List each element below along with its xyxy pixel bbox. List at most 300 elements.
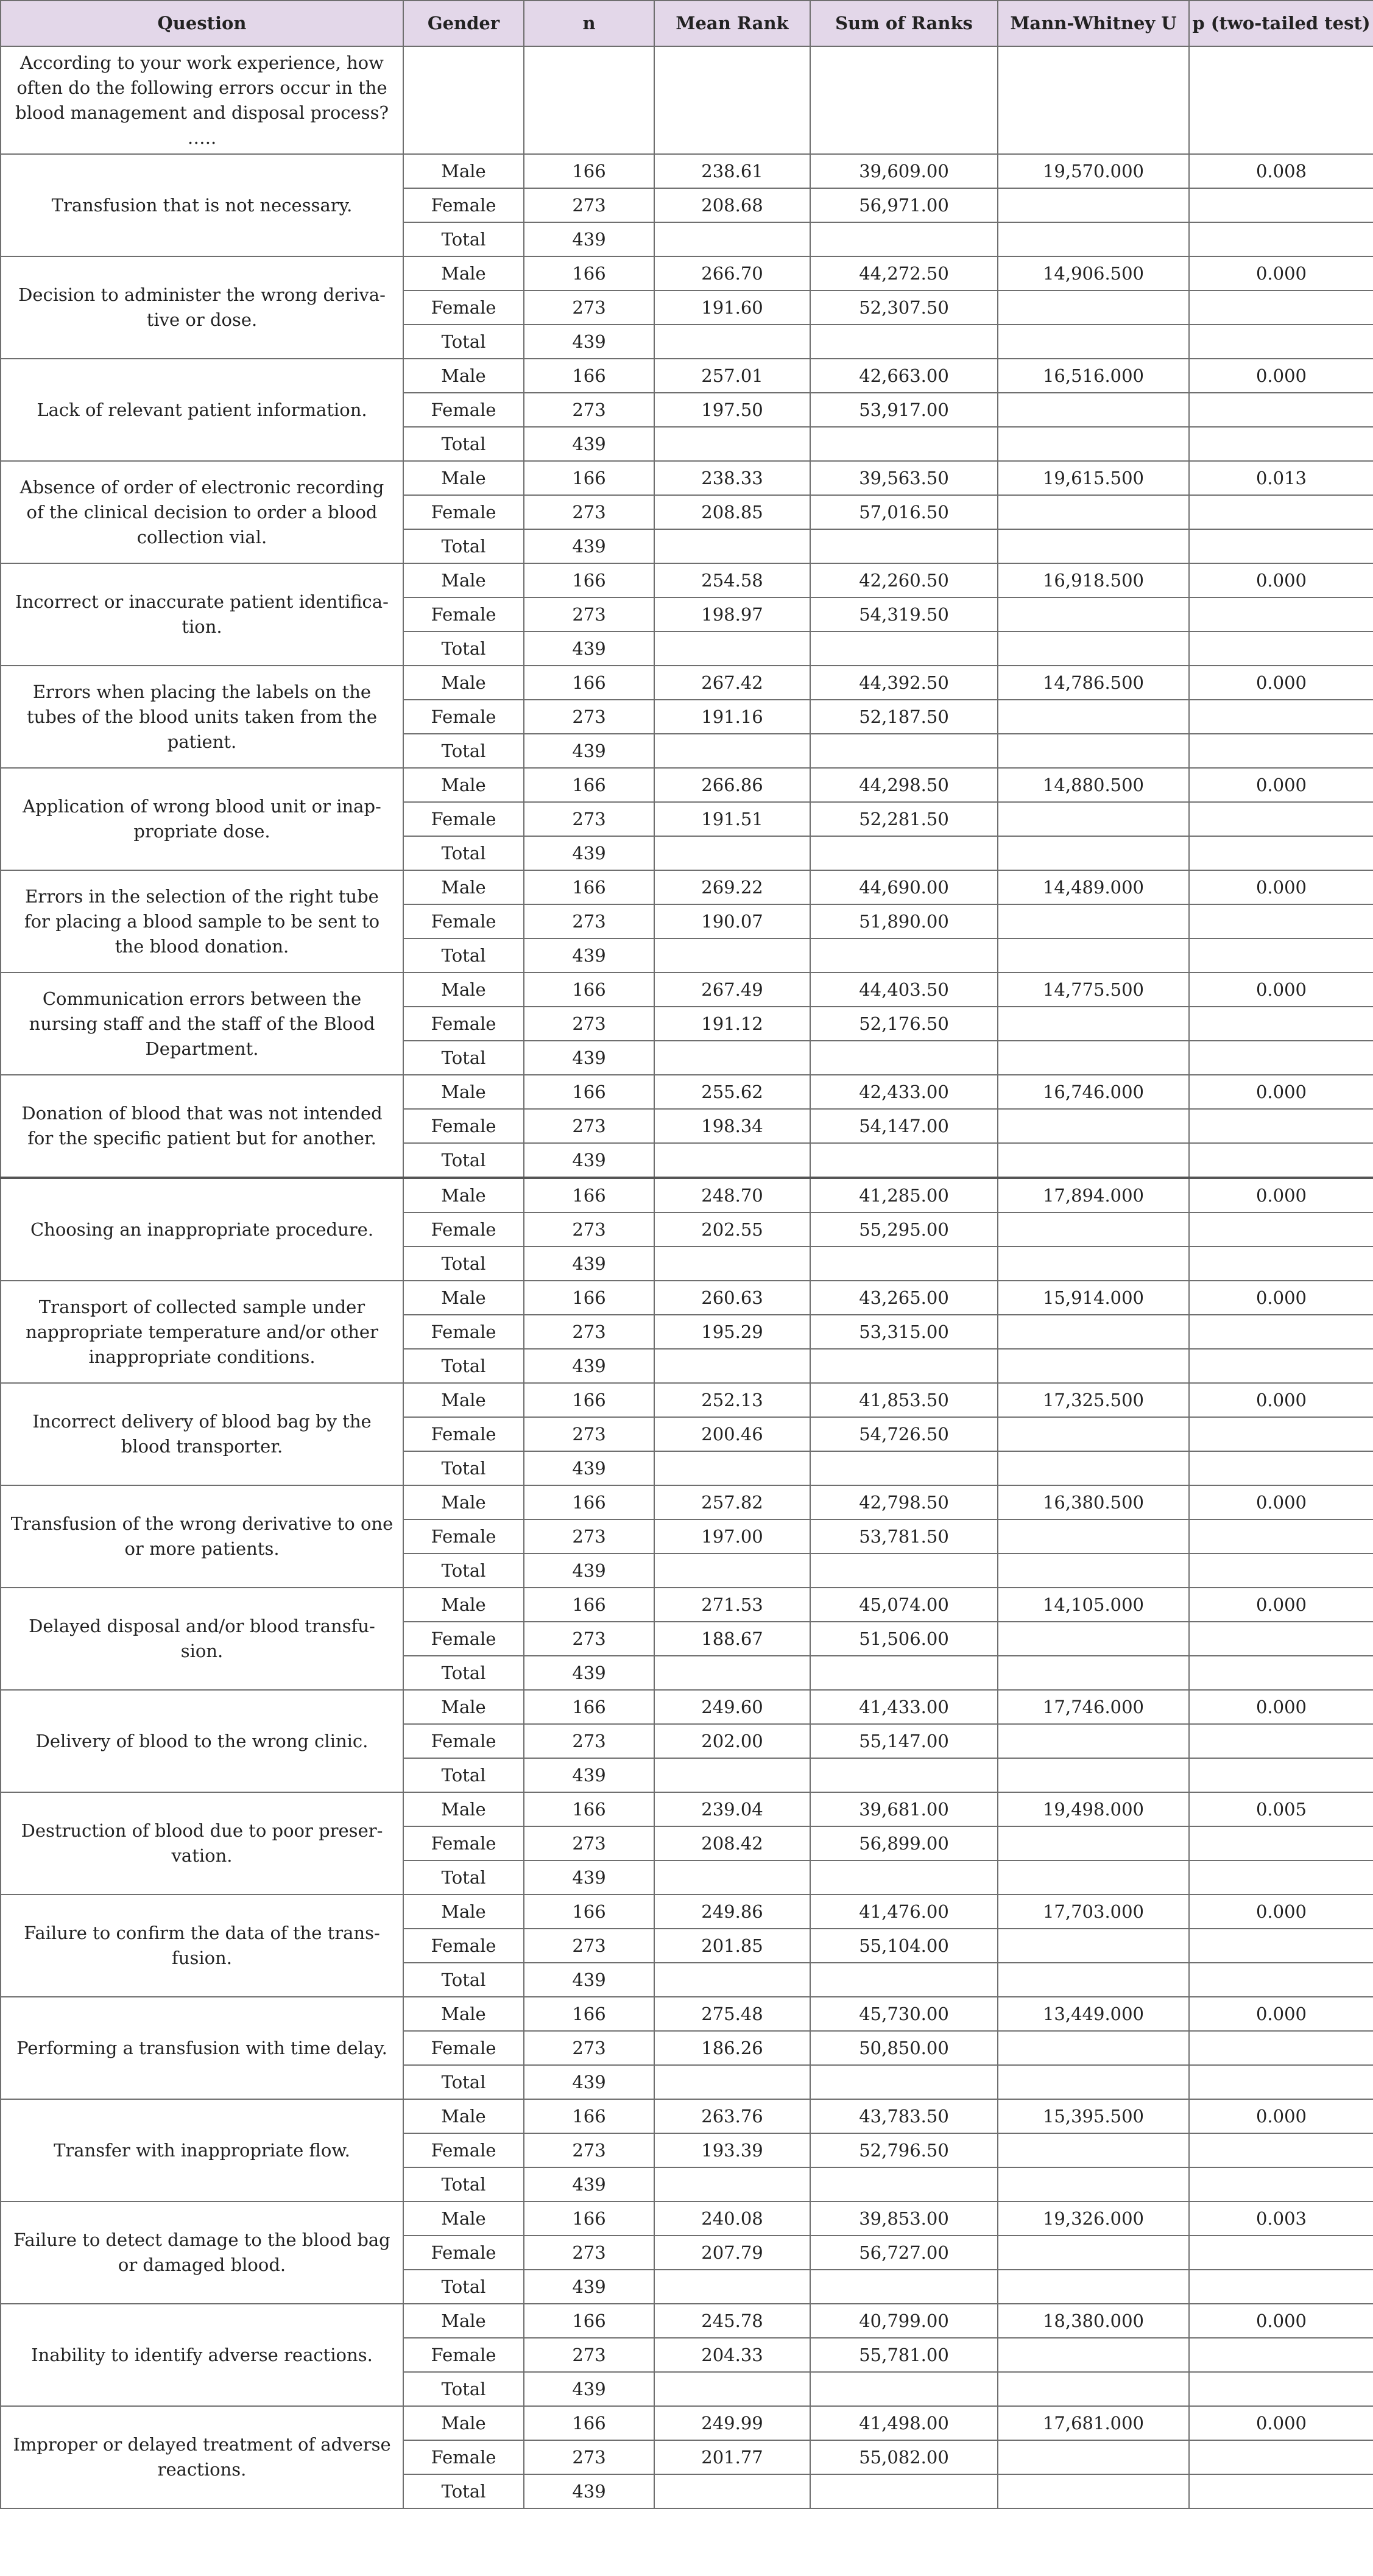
mean-rank-cell: 207.79 [654,2236,810,2270]
mean-rank-cell [654,325,810,359]
gender-cell: Total [403,222,524,256]
sum-of-ranks-cell: 45,730.00 [810,1997,998,2031]
mann-whitney-u-cell [998,1212,1189,1247]
n-cell: 273 [524,2236,654,2270]
empty-cell [403,46,524,154]
p-value-cell: 0.000 [1189,1485,1373,1519]
mann-whitney-u-cell: 19,498.000 [998,1792,1189,1826]
n-cell: 273 [524,904,654,938]
mean-rank-cell [654,1860,810,1895]
mann-whitney-u-cell [998,904,1189,938]
sum-of-ranks-cell [810,2372,998,2406]
n-cell: 439 [524,1247,654,1281]
mean-rank-cell: 208.85 [654,495,810,529]
sum-of-ranks-cell: 55,781.00 [810,2338,998,2372]
mean-rank-cell: 208.68 [654,188,810,222]
p-value-cell: 0.003 [1189,2201,1373,2236]
mann-whitney-u-cell [998,700,1189,734]
table-row [1,2304,1373,2338]
gender-cell: Male [403,1792,524,1826]
n-cell: 166 [524,1895,654,1929]
mean-rank-cell: 257.01 [654,359,810,393]
mean-rank-cell: 198.34 [654,1109,810,1143]
gender-cell: Total [403,1451,524,1485]
gender-cell: Male [403,1178,524,1212]
mann-whitney-u-cell [998,529,1189,563]
sum-of-ranks-cell: 41,476.00 [810,1895,998,1929]
p-value-cell [1189,802,1373,836]
mean-rank-cell: 191.12 [654,1007,810,1041]
mean-rank-cell: 252.13 [654,1383,810,1417]
mann-whitney-u-cell [998,393,1189,427]
p-value-cell [1189,529,1373,563]
mann-whitney-u-cell: 15,395.500 [998,2099,1189,2133]
question-cell: Destruction of blood due to poor preser-vation. [1,1792,403,1895]
gender-cell: Female [403,1826,524,1860]
mann-whitney-u-cell [998,1143,1189,1178]
n-cell: 439 [524,529,654,563]
mean-rank-cell: 197.50 [654,393,810,427]
p-value-cell [1189,1315,1373,1349]
n-cell: 439 [524,1554,654,1588]
p-value-cell [1189,1143,1373,1178]
mann-whitney-u-cell: 17,681.000 [998,2406,1189,2440]
n-cell: 439 [524,938,654,973]
p-value-cell: 0.000 [1189,1895,1373,1929]
gender-cell: Female [403,1417,524,1451]
sum-of-ranks-cell: 44,272.50 [810,256,998,290]
mann-whitney-u-cell [998,1622,1189,1656]
gender-cell: Female [403,1519,524,1554]
mean-rank-cell: 249.99 [654,2406,810,2440]
p-value-cell [1189,597,1373,632]
sum-of-ranks-cell: 42,798.50 [810,1485,998,1519]
table-row [1,1485,1373,1519]
mean-rank-cell [654,2065,810,2099]
question-cell: Donation of blood that was not intended for the specific patient but for another. [1,1075,403,1178]
gender-cell: Male [403,461,524,495]
sum-of-ranks-cell: 40,799.00 [810,2304,998,2338]
question-cell: Decision to administer the wrong deriva-tive or dose. [1,256,403,359]
gender-cell: Total [403,529,524,563]
mann-whitney-u-cell [998,2372,1189,2406]
p-value-cell [1189,1007,1373,1041]
n-cell: 273 [524,495,654,529]
n-cell: 439 [524,427,654,461]
gender-cell: Female [403,1929,524,1963]
n-cell: 166 [524,1281,654,1315]
p-value-cell [1189,222,1373,256]
mann-whitney-u-cell [998,2133,1189,2167]
p-value-cell [1189,2236,1373,2270]
sum-of-ranks-cell [810,325,998,359]
gender-cell: Female [403,904,524,938]
sum-of-ranks-cell [810,734,998,768]
p-value-cell: 0.000 [1189,1178,1373,1212]
mean-rank-cell: 202.00 [654,1724,810,1758]
n-cell: 273 [524,1724,654,1758]
sum-of-ranks-cell: 51,506.00 [810,1622,998,1656]
sum-of-ranks-cell: 51,890.00 [810,904,998,938]
question-cell: Lack of relevant patient information. [1,359,403,461]
mean-rank-cell: 188.67 [654,1622,810,1656]
sum-of-ranks-cell [810,2065,998,2099]
n-cell: 166 [524,870,654,904]
p-value-cell: 0.000 [1189,256,1373,290]
mann-whitney-u-cell [998,2338,1189,2372]
n-cell: 439 [524,1041,654,1075]
mann-whitney-u-cell [998,1519,1189,1554]
gender-cell: Male [403,359,524,393]
table-row [1,1792,1373,1826]
gender-cell: Male [403,973,524,1007]
mann-whitney-u-cell: 17,703.000 [998,1895,1189,1929]
mann-whitney-u-cell [998,1724,1189,1758]
p-value-cell [1189,1656,1373,1690]
gender-cell: Total [403,1554,524,1588]
gender-cell: Total [403,1143,524,1178]
n-cell: 166 [524,154,654,188]
mean-rank-cell: 197.00 [654,1519,810,1554]
table-row [1,359,1373,393]
gender-cell: Total [403,836,524,870]
mean-rank-cell [654,1963,810,1997]
p-value-cell [1189,1929,1373,1963]
n-cell: 166 [524,768,654,802]
n-cell: 166 [524,1383,654,1417]
mean-rank-cell: 267.49 [654,973,810,1007]
gender-cell: Female [403,1724,524,1758]
p-value-cell [1189,836,1373,870]
sum-of-ranks-cell: 53,315.00 [810,1315,998,1349]
mean-rank-cell [654,1143,810,1178]
sum-of-ranks-cell [810,222,998,256]
p-value-cell: 0.000 [1189,870,1373,904]
mean-rank-cell: 191.16 [654,700,810,734]
gender-cell: Female [403,393,524,427]
p-value-cell: 0.000 [1189,359,1373,393]
mann-whitney-u-cell [998,188,1189,222]
sum-of-ranks-cell: 56,971.00 [810,188,998,222]
mean-rank-cell [654,2372,810,2406]
gender-cell: Total [403,1656,524,1690]
p-value-cell [1189,1417,1373,1451]
p-value-cell [1189,1860,1373,1895]
sum-of-ranks-cell: 52,796.50 [810,2133,998,2167]
n-cell: 273 [524,1519,654,1554]
question-cell: Incorrect delivery of blood bag by the blood transporter. [1,1383,403,1485]
sum-of-ranks-cell: 54,726.50 [810,1417,998,1451]
n-cell: 439 [524,836,654,870]
table-row [1,1588,1373,1622]
mann-whitney-u-cell [998,2167,1189,2201]
p-value-cell [1189,188,1373,222]
gender-cell: Total [403,2167,524,2201]
mean-rank-cell: 201.77 [654,2440,810,2474]
mann-whitney-u-cell [998,1656,1189,1690]
sum-of-ranks-cell [810,1143,998,1178]
p-value-cell: 0.013 [1189,461,1373,495]
sum-of-ranks-cell: 41,498.00 [810,2406,998,2440]
p-value-cell [1189,1247,1373,1281]
n-cell: 166 [524,256,654,290]
gender-cell: Male [403,563,524,597]
sum-of-ranks-cell [810,1041,998,1075]
sum-of-ranks-cell [810,632,998,666]
n-cell: 273 [524,1826,654,1860]
p-value-cell [1189,1826,1373,1860]
p-value-cell [1189,1963,1373,1997]
gender-cell: Female [403,802,524,836]
question-cell: Transfer with inappropriate flow. [1,2099,403,2201]
sum-of-ranks-cell: 42,260.50 [810,563,998,597]
mean-rank-cell [654,1247,810,1281]
mean-rank-cell [654,734,810,768]
mann-whitney-u-cell [998,2236,1189,2270]
mean-rank-cell: 198.97 [654,597,810,632]
n-cell: 273 [524,1007,654,1041]
mann-whitney-u-cell: 14,489.000 [998,870,1189,904]
header-row [1,1,1373,46]
gender-cell: Female [403,2133,524,2167]
p-value-cell [1189,495,1373,529]
mann-whitney-u-cell [998,2065,1189,2099]
gender-cell: Female [403,700,524,734]
question-cell: Failure to detect damage to the blood bag or damaged blood. [1,2201,403,2304]
n-cell: 439 [524,1451,654,1485]
n-cell: 166 [524,2201,654,2236]
n-cell: 273 [524,393,654,427]
table-row [1,1178,1373,1212]
question-cell: Application of wrong blood unit or inap-propriate dose. [1,768,403,870]
question-cell: Transfusion of the wrong derivative to one or more patients. [1,1485,403,1588]
sum-of-ranks-cell: 52,187.50 [810,700,998,734]
gender-cell: Male [403,1075,524,1109]
mean-rank-cell: 257.82 [654,1485,810,1519]
n-cell: 166 [524,1690,654,1724]
mann-whitney-u-cell [998,1826,1189,1860]
sum-of-ranks-cell: 44,298.50 [810,768,998,802]
mean-rank-cell: 208.42 [654,1826,810,1860]
gender-cell: Total [403,1041,524,1075]
p-value-cell: 0.000 [1189,1997,1373,2031]
sum-of-ranks-cell: 56,899.00 [810,1826,998,1860]
table-row [1,973,1373,1007]
sum-of-ranks-cell [810,2474,998,2508]
gender-cell: Male [403,1383,524,1417]
gender-cell: Total [403,2270,524,2304]
sum-of-ranks-cell: 57,016.50 [810,495,998,529]
table-row [1,1690,1373,1724]
empty-cell [810,46,998,154]
table-row [1,563,1373,597]
table-row [1,1075,1373,1109]
gender-cell: Male [403,2304,524,2338]
n-cell: 166 [524,2304,654,2338]
p-value-cell [1189,427,1373,461]
mean-rank-cell: 186.26 [654,2031,810,2065]
sum-of-ranks-cell: 55,104.00 [810,1929,998,1963]
mean-rank-cell: 266.70 [654,256,810,290]
sum-of-ranks-cell [810,1656,998,1690]
n-cell: 273 [524,700,654,734]
mann-whitney-u-cell [998,632,1189,666]
gender-cell: Male [403,666,524,700]
sum-of-ranks-cell [810,1451,998,1485]
n-cell: 439 [524,1963,654,1997]
n-cell: 273 [524,1212,654,1247]
empty-cell [654,46,810,154]
gender-cell: Total [403,632,524,666]
mean-rank-cell [654,1451,810,1485]
mann-whitney-u-cell [998,1315,1189,1349]
mann-whitney-u-cell [998,2270,1189,2304]
sum-of-ranks-cell: 53,917.00 [810,393,998,427]
question-cell: Delayed disposal and/or blood transfu-sion. [1,1588,403,1690]
question-cell: Delivery of blood to the wrong clinic. [1,1690,403,1792]
sum-of-ranks-cell: 39,853.00 [810,2201,998,2236]
mean-rank-cell: 190.07 [654,904,810,938]
mann-whitney-u-cell [998,1963,1189,1997]
n-cell: 273 [524,2031,654,2065]
n-cell: 439 [524,325,654,359]
mean-rank-cell: 195.29 [654,1315,810,1349]
header-question: Question [1,1,403,46]
mann-whitney-u-cell [998,1041,1189,1075]
n-cell: 439 [524,2372,654,2406]
mann-whitney-u-cell: 14,105.000 [998,1588,1189,1622]
p-value-cell [1189,1724,1373,1758]
mann-whitney-u-cell: 18,380.000 [998,2304,1189,2338]
n-cell: 166 [524,563,654,597]
sum-of-ranks-cell [810,1860,998,1895]
gender-cell: Female [403,1109,524,1143]
n-cell: 273 [524,2133,654,2167]
question-cell: Absence of order of electronic recording of the clinical decision to order a blood collection vial. [1,461,403,563]
table-row [1,2201,1373,2236]
n-cell: 273 [524,2338,654,2372]
mean-rank-cell: 191.60 [654,290,810,325]
question-cell: Transfusion that is not necessary. [1,154,403,256]
sum-of-ranks-cell: 53,781.50 [810,1519,998,1554]
table-row [1,2099,1373,2133]
mean-rank-cell [654,836,810,870]
p-value-cell: 0.000 [1189,1075,1373,1109]
p-value-cell [1189,1041,1373,1075]
sum-of-ranks-cell: 41,853.50 [810,1383,998,1417]
gender-cell: Total [403,2474,524,2508]
mann-whitney-u-cell: 17,325.500 [998,1383,1189,1417]
mann-whitney-u-cell [998,2440,1189,2474]
p-value-cell [1189,1519,1373,1554]
sum-of-ranks-cell: 39,563.50 [810,461,998,495]
gender-cell: Male [403,1485,524,1519]
n-cell: 166 [524,1075,654,1109]
mann-whitney-u-cell [998,2474,1189,2508]
mann-whitney-u-cell [998,734,1189,768]
gender-cell: Male [403,1895,524,1929]
n-cell: 273 [524,188,654,222]
n-cell: 166 [524,1178,654,1212]
table-row [1,1383,1373,1417]
n-cell: 273 [524,802,654,836]
header-mann-whitney-u: Mann-Whitney U [998,1,1189,46]
sum-of-ranks-cell: 52,307.50 [810,290,998,325]
empty-cell [524,46,654,154]
sum-of-ranks-cell: 52,176.50 [810,1007,998,1041]
mean-rank-cell: 202.55 [654,1212,810,1247]
mean-rank-cell: 271.53 [654,1588,810,1622]
intro-question: According to your work experience, how often do the following errors occur in the blood management and disposal process? ….. [1,46,403,154]
gender-cell: Total [403,2372,524,2406]
sum-of-ranks-cell: 56,727.00 [810,2236,998,2270]
mean-rank-cell: 263.76 [654,2099,810,2133]
mann-whitney-u-cell: 13,449.000 [998,1997,1189,2031]
table-row [1,154,1373,188]
mann-whitney-u-cell [998,597,1189,632]
table-row [1,1895,1373,1929]
n-cell: 273 [524,1417,654,1451]
sum-of-ranks-cell: 43,265.00 [810,1281,998,1315]
p-value-cell [1189,632,1373,666]
gender-cell: Total [403,427,524,461]
gender-cell: Female [403,2338,524,2372]
sum-of-ranks-cell: 44,392.50 [810,666,998,700]
gender-cell: Male [403,1281,524,1315]
sum-of-ranks-cell: 54,147.00 [810,1109,998,1143]
mean-rank-cell: 240.08 [654,2201,810,2236]
p-value-cell: 0.000 [1189,2099,1373,2133]
question-cell: Performing a transfusion with time delay. [1,1997,403,2099]
gender-cell: Male [403,1997,524,2031]
mean-rank-cell: 255.62 [654,1075,810,1109]
p-value-cell: 0.000 [1189,1690,1373,1724]
sum-of-ranks-cell [810,938,998,973]
gender-cell: Female [403,1622,524,1656]
mean-rank-cell [654,2270,810,2304]
table-row [1,461,1373,495]
n-cell: 439 [524,1143,654,1178]
gender-cell: Total [403,325,524,359]
mann-whitney-u-cell: 15,914.000 [998,1281,1189,1315]
mann-whitney-u-cell [998,938,1189,973]
n-cell: 439 [524,1758,654,1792]
n-cell: 439 [524,2270,654,2304]
mean-rank-cell [654,1041,810,1075]
mean-rank-cell: 191.51 [654,802,810,836]
p-value-cell: 0.000 [1189,2304,1373,2338]
question-cell: Transport of collected sample under nappropriate temperature and/or other inappropriate conditions. [1,1281,403,1383]
header-gender: Gender [403,1,524,46]
p-value-cell [1189,2474,1373,2508]
n-cell: 439 [524,222,654,256]
n-cell: 273 [524,1622,654,1656]
p-value-cell: 0.000 [1189,768,1373,802]
table-row [1,256,1373,290]
p-value-cell: 0.000 [1189,563,1373,597]
sum-of-ranks-cell: 44,690.00 [810,870,998,904]
p-value-cell [1189,1622,1373,1656]
p-value-cell: 0.000 [1189,1281,1373,1315]
gender-cell: Male [403,768,524,802]
mann-whitney-u-cell: 14,880.500 [998,768,1189,802]
sum-of-ranks-cell [810,1349,998,1383]
mean-rank-cell: 239.04 [654,1792,810,1826]
mann-whitney-u-cell: 16,918.500 [998,563,1189,597]
mean-rank-cell [654,2474,810,2508]
mean-rank-cell [654,427,810,461]
mean-rank-cell: 269.22 [654,870,810,904]
